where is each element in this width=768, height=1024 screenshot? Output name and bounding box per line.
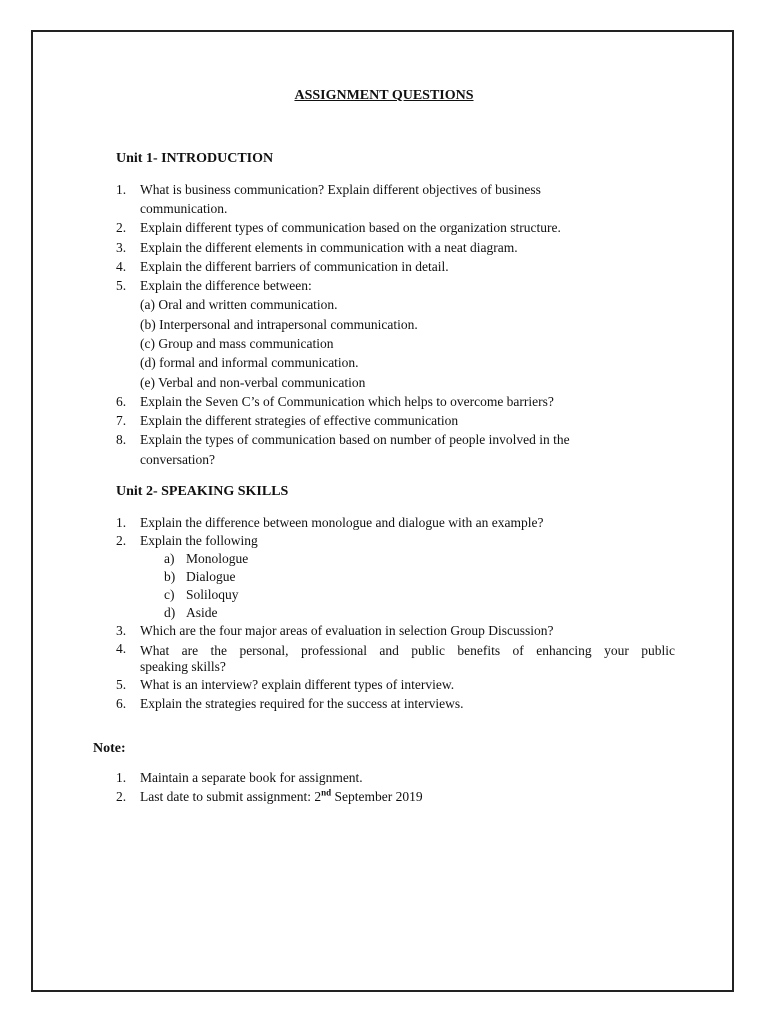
- unit1-heading: Unit 1- INTRODUCTION: [116, 151, 274, 166]
- sub-item-letter: b): [164, 569, 176, 584]
- sub-item-c: (c) Group and mass communication: [140, 336, 334, 351]
- question-text: What is an interview? explain different types of interview.: [140, 677, 455, 692]
- date-ordinal-suffix: nd: [321, 787, 332, 798]
- question-text: Explain the following: [140, 533, 258, 548]
- question-text-line1: What are the personal, professional and public benefits of enhancing your public: [140, 643, 675, 658]
- question-text: Explain the different strategies of effective communication: [140, 413, 459, 428]
- question-text: Explain the difference between monologue and dialogue with an example?: [140, 515, 544, 530]
- sub-item-letter: d): [164, 605, 176, 620]
- note-text: [140, 789, 423, 805]
- note-heading: Note:: [93, 741, 126, 756]
- page-border: [31, 30, 734, 992]
- note-text-suffix: September 2019: [331, 789, 423, 804]
- sub-item-e: (e) Verbal and non-verbal communication: [140, 375, 366, 390]
- question-text: Explain the difference between:: [140, 278, 312, 293]
- sub-item-letter: c): [164, 587, 175, 602]
- sub-item-text: Monologue: [186, 551, 249, 566]
- question-text: Which are the four major areas of evaluation in selection Group Discussion?: [140, 623, 554, 638]
- unit2-heading: Unit 2- SPEAKING SKILLS: [116, 484, 289, 499]
- question-text: Explain the different barriers of communication in detail.: [140, 259, 449, 274]
- sub-item-letter: a): [164, 551, 175, 566]
- question-text: Explain different types of communication based on the organization structure.: [140, 220, 561, 235]
- sub-item-text: Dialogue: [186, 569, 236, 584]
- sub-item-d: (d) formal and informal communication.: [140, 355, 359, 370]
- question-text: Explain the Seven C’s of Communication which helps to overcome barriers?: [140, 394, 554, 409]
- note-text: Maintain a separate book for assignment.: [140, 770, 363, 785]
- question-text-line2: speaking skills?: [140, 659, 226, 674]
- sub-item-a: (a) Oral and written communication.: [140, 297, 338, 312]
- sub-item-text: Aside: [186, 605, 218, 620]
- question-text: Explain the strategies required for the success at interviews.: [140, 696, 464, 711]
- question-text: Explain the different elements in communication with a neat diagram.: [140, 240, 518, 255]
- sub-item-b: (b) Interpersonal and intrapersonal communication.: [140, 317, 418, 332]
- document-title: ASSIGNMENT QUESTIONS: [294, 88, 474, 103]
- note-text-prefix: Last date to submit assignment: 2: [140, 789, 322, 804]
- question-text-line2: communication.: [140, 201, 228, 216]
- question-text-line2: conversation?: [140, 452, 215, 467]
- question-text-line1: Explain the types of communication based on number of people involved in the: [140, 432, 570, 447]
- question-text-line1: What is business communication? Explain different objectives of business: [140, 182, 541, 197]
- sub-item-text: Soliloquy: [186, 587, 239, 602]
